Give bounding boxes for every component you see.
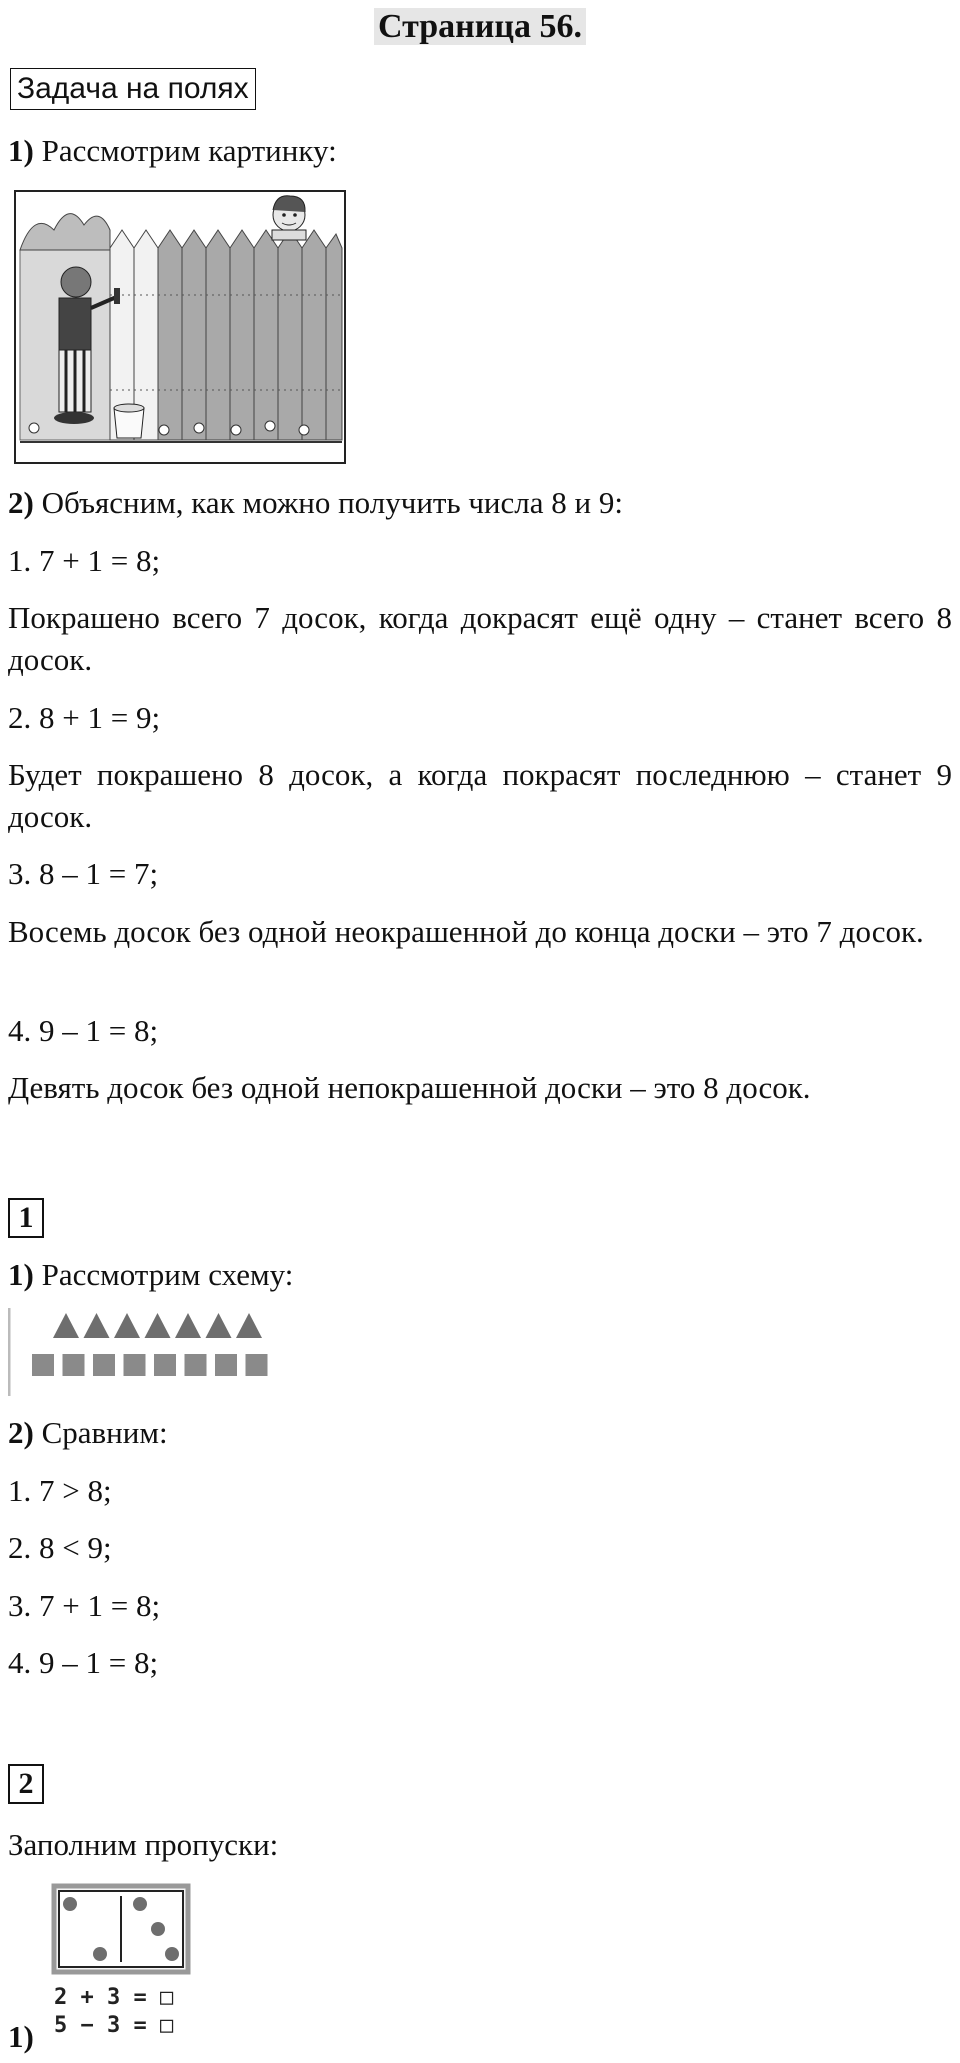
explanation-3: Восемь досок без одной неокрашенной до конца доски – это 7 досок. — [8, 914, 924, 949]
comparison-2: 2. 8 < 9; — [8, 1530, 112, 1565]
comparison-4: 4. 9 – 1 = 8; — [8, 1645, 159, 1680]
task-1-step-2: 2) Сравним: — [8, 1415, 168, 1450]
equation-1: 1. 7 + 1 = 8; — [8, 543, 161, 578]
domino-equation-1: 2 + 3 = □ — [54, 1985, 174, 2010]
square-shape — [32, 1354, 54, 1376]
square-shape — [215, 1354, 237, 1376]
triangle-shape — [84, 1313, 110, 1338]
domino-equation-2: 5 − 3 = □ — [54, 2013, 174, 2038]
task-1-step-1: 1) Рассмотрим схему: — [8, 1257, 294, 1292]
fence-boards — [110, 230, 342, 440]
equation-4: 4. 9 – 1 = 8; — [8, 1013, 159, 1048]
task-2-intro: Заполним пропуски: — [8, 1827, 279, 1862]
triangle-shape — [206, 1313, 232, 1338]
domino-right-dot — [165, 1947, 179, 1961]
equation-3: 3. 8 – 1 = 7; — [8, 856, 159, 891]
shapes-scheme — [8, 1306, 352, 1398]
square-shape — [93, 1354, 115, 1376]
comparison-3: 3. 7 + 1 = 8; — [8, 1588, 161, 1623]
triangle-shape — [236, 1313, 262, 1338]
fence-illustration — [14, 190, 346, 464]
square-shape — [246, 1354, 268, 1376]
task-1-number: 1 — [8, 1198, 44, 1238]
triangle-shape — [53, 1313, 79, 1338]
domino-left-dot — [93, 1947, 107, 1961]
triangle-shape — [114, 1313, 140, 1338]
triangle-shape — [145, 1313, 171, 1338]
square-shape — [154, 1354, 176, 1376]
square-shape — [185, 1354, 207, 1376]
domino-left-dot — [63, 1897, 77, 1911]
task-2-step-1: 1) — [8, 2019, 34, 2054]
square-shape — [63, 1354, 85, 1376]
domino-figure — [50, 1882, 200, 2042]
margin-step-1: 1) Рассмотрим картинку: — [8, 133, 337, 168]
comparison-1: 1. 7 > 8; — [8, 1473, 112, 1508]
page-title: Страница 56. — [0, 6, 960, 48]
boy-peeking — [272, 196, 306, 240]
task-2-number: 2 — [8, 1764, 44, 1804]
margin-task-label: Задача на полях — [10, 68, 256, 110]
equation-2: 2. 8 + 1 = 9; — [8, 700, 161, 735]
explanation-1: Покрашено всего 7 досок, когда докрасят ещё одну – станет всего 8 досок. — [8, 600, 952, 677]
square-shape — [124, 1354, 146, 1376]
explanation-2: Будет покрашено 8 досок, а когда покрасят последнюю – станет 9 досок. — [8, 757, 952, 834]
domino-right-dot — [151, 1922, 165, 1936]
explanation-4: Девять досок без одной непокрашенной доски – это 8 досок. — [8, 1070, 811, 1105]
domino-right-dot — [133, 1897, 147, 1911]
margin-step-2: 2) Объясним, как можно получить числа 8 и 9: — [8, 485, 623, 520]
triangle-shape — [175, 1313, 201, 1338]
paint-bucket — [114, 404, 144, 438]
